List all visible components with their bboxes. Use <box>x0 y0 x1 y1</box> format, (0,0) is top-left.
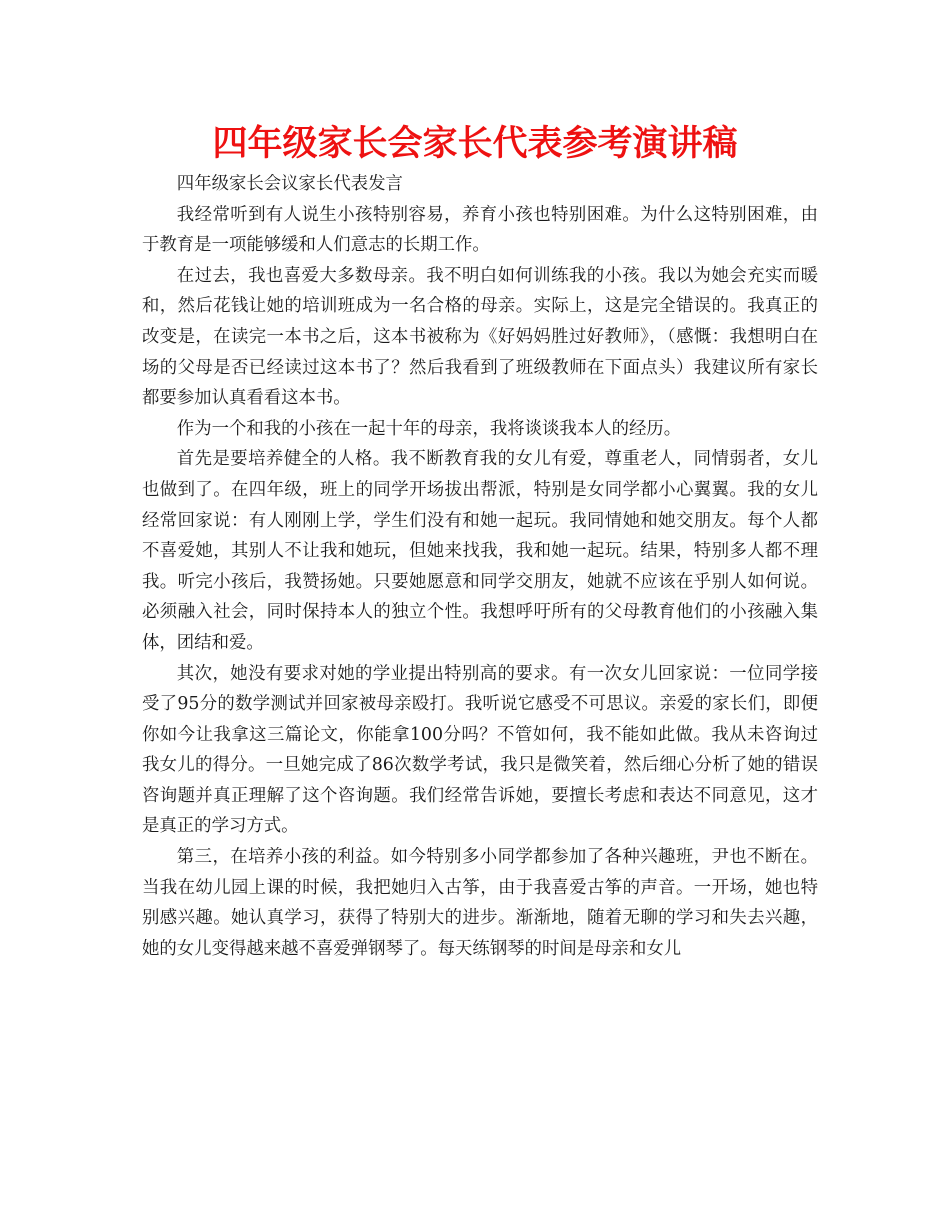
document-body <box>142 169 818 964</box>
paragraph-intro: 我经常听到有人说生小孩特别容易，养育小孩也特别困难。为什么这特别困难，由于教育是一项能够缓和人们意志的长期工作。 <box>142 204 818 256</box>
paragraph-ten-years: 作为一个和我的小孩在一起十年的母亲，我将谈谈我本人的经历。 <box>176 418 682 439</box>
speech-heading-paragraph: 四年级家长会议家长代表发言 <box>176 174 403 194</box>
paragraph-third-point: 第三，在培养小孩的利益。如今特别多小同学都参加了各种兴趣班，尹也不断在。当我在幼儿园上课的时候，我把她归入古筝，由于我喜爱古筝的声音。一开场，她也特别感兴趣。她认真学习，获得了特别大的进步。渐渐地，随着无聊的学习和失去兴趣，她的女儿变得越来越不喜爱弹钢琴了。每天练钢琴的时间是母亲和女儿 <box>142 847 818 959</box>
paragraph-past-experience: 在过去，我也喜爱大多数母亲。我不明白如何训练我的小孩。我以为她会充实而暖和，然后花钱让她的培训班成为一名合格的母亲。实际上，这是完全错误的。我真正的改变是，在读完一本书之后，这本书被称为《好妈妈胜过好教师》，（感慨：我想明白在场的父母是否已经读过这本书了？然后我看到了班级教师在下面点头）我建议所有家长都要参加认真看看这本书。 <box>142 265 818 409</box>
paragraph-first-point: 首先是要培养健全的人格。我不断教育我的女儿有爱，尊重老人，同情弱者，女儿也做到了。在四年级，班上的同学开场拔出帮派，特别是女同学都小心翼翼。我的女儿经常回家说：有人刚刚上学，学生们没有和她一起玩。我同情她和她交朋友。每个人都不喜爱她，其别人不让我和她玩，但她来找我，我和她一起玩。结果，特别多人都不理我。听完小孩后，我赞扬她。只要她愿意和同学交朋友，她就不应该在乎别人如何说。必须融入社会，同时保持本人的独立个性。我想呼吁所有的父母教育他们的小孩融入集体，团结和爱。 <box>142 449 818 653</box>
paragraph-second-point: 其次，她没有要求对她的学业提出特别高的要求。有一次女儿回家说：一位同学接受了95分的数学测试并回家被母亲殴打。我听说它感受不可思议。亲爱的家长们，即便你如今让我拿这三篇论文，你能拿100分吗？不管如何，我不能如此做。我从未咨询过我女儿的得分。一旦她完成了86次数学考试，我只是微笑着，然后细心分析了她的错误咨询题并真正理解了这个咨询题。我们经常告诉她，要擅长考虑和表达不同意见，这才是真正的学习方式。 <box>142 663 818 837</box>
document-title: 四年级家长会家长代表参考演讲稿 <box>212 124 738 164</box>
